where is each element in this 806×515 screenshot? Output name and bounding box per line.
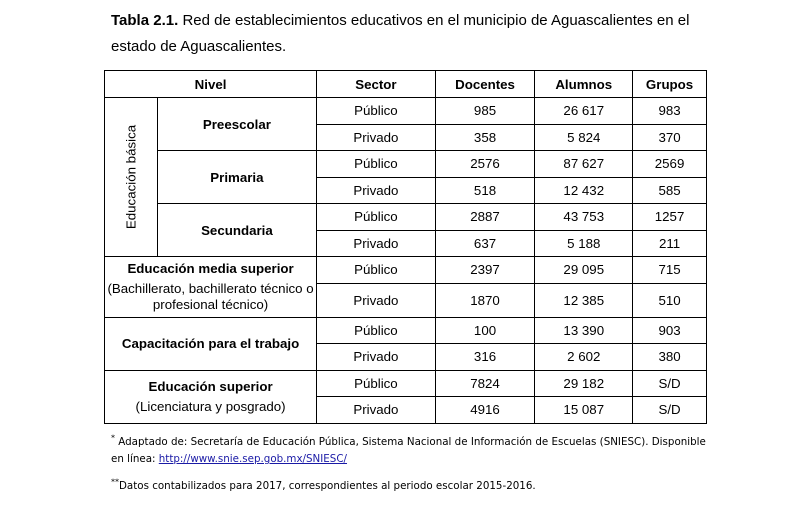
docentes-cell: 985	[435, 98, 535, 125]
media-superior-label	[105, 257, 317, 318]
table-row	[105, 257, 707, 284]
footnote-1	[111, 434, 711, 468]
grupos-cell: 983	[633, 98, 707, 125]
grupos-cell: 510	[633, 283, 707, 317]
sector-cell: Privado	[317, 124, 436, 151]
footnote-1-mark: *	[111, 433, 115, 443]
grupos-cell: 715	[633, 257, 707, 284]
docentes-cell: 2397	[435, 257, 535, 284]
docentes-cell: 316	[435, 344, 535, 371]
sector-cell: Público	[317, 257, 436, 284]
docentes-cell: 2576	[435, 151, 535, 178]
grupos-cell: 585	[633, 177, 707, 204]
table-row	[105, 98, 707, 125]
table-row	[105, 204, 707, 231]
grupos-cell: 903	[633, 317, 707, 344]
basica-label: Educación básica	[123, 124, 139, 230]
footnote-2-mark: **	[111, 477, 119, 487]
superior-title: Educación superior	[148, 378, 273, 394]
grupos-cell: 370	[633, 124, 707, 151]
header-nivel: Nivel	[105, 71, 317, 98]
media-superior-sub: (Bachillerato, bachillerato técnico o profesional técnico)	[107, 280, 314, 312]
grupos-cell: S/D	[633, 397, 707, 424]
primaria-label: Primaria	[157, 151, 316, 204]
caption-label: Tabla 2.1.	[111, 12, 179, 29]
basica-label-cell	[105, 98, 158, 257]
sector-cell: Público	[317, 370, 436, 397]
alumnos-cell: 12 385	[535, 283, 633, 317]
superior-label	[105, 370, 317, 423]
header-alumnos: Alumnos	[535, 71, 633, 98]
footnote-2	[111, 478, 711, 495]
header-row	[105, 71, 707, 98]
sector-cell: Privado	[317, 283, 436, 317]
alumnos-cell: 13 390	[535, 317, 633, 344]
preescolar-label: Preescolar	[157, 98, 316, 151]
sector-cell: Público	[317, 317, 436, 344]
footnote-2-text: Datos contabilizados para 2017, correspondientes al periodo escolar 2015-2016.	[119, 480, 536, 492]
alumnos-cell: 12 432	[535, 177, 633, 204]
alumnos-cell: 29 095	[535, 257, 633, 284]
sector-cell: Privado	[317, 177, 436, 204]
sector-cell: Público	[317, 204, 436, 231]
header-sector: Sector	[317, 71, 436, 98]
alumnos-cell: 5 188	[535, 230, 633, 257]
sector-cell: Público	[317, 151, 436, 178]
grupos-cell: 1257	[633, 204, 707, 231]
alumnos-cell: 43 753	[535, 204, 633, 231]
table-row	[105, 151, 707, 178]
footnote-1-text: Adaptado de: Secretaría de Educación Pública, Sistema Nacional de Información de Escuelas (SNIESC). Disponible en línea:	[111, 436, 706, 465]
header-grupos: Grupos	[633, 71, 707, 98]
alumnos-cell: 2 602	[535, 344, 633, 371]
alumnos-cell: 15 087	[535, 397, 633, 424]
header-docentes: Docentes	[435, 71, 535, 98]
docentes-cell: 4916	[435, 397, 535, 424]
docentes-cell: 518	[435, 177, 535, 204]
grupos-cell: 380	[633, 344, 707, 371]
docentes-cell: 1870	[435, 283, 535, 317]
alumnos-cell: 87 627	[535, 151, 633, 178]
table-row	[105, 370, 707, 397]
grupos-cell: 211	[633, 230, 707, 257]
sector-cell: Privado	[317, 344, 436, 371]
grupos-cell: 2569	[633, 151, 707, 178]
superior-sub: (Licenciatura y posgrado)	[135, 398, 286, 414]
sector-cell: Público	[317, 98, 436, 125]
grupos-cell: S/D	[633, 370, 707, 397]
data-table	[104, 70, 707, 424]
docentes-cell: 637	[435, 230, 535, 257]
sector-cell: Privado	[317, 230, 436, 257]
docentes-cell: 2887	[435, 204, 535, 231]
alumnos-cell: 26 617	[535, 98, 633, 125]
secundaria-label: Secundaria	[157, 204, 316, 257]
alumnos-cell: 5 824	[535, 124, 633, 151]
table-row	[105, 317, 707, 344]
capacitacion-label: Capacitación para el trabajo	[105, 317, 317, 370]
footnotes	[111, 434, 711, 495]
docentes-cell: 7824	[435, 370, 535, 397]
footnote-1-link[interactable]: http://www.snie.sep.gob.mx/SNIESC/	[158, 453, 348, 465]
docentes-cell: 358	[435, 124, 535, 151]
media-superior-title: Educación media superior	[127, 260, 294, 276]
caption-text: Red de establecimientos educativos en el municipio de Aguascalientes en el estado de Aguascalientes.	[111, 12, 690, 55]
docentes-cell: 100	[435, 317, 535, 344]
sector-cell: Privado	[317, 397, 436, 424]
alumnos-cell: 29 182	[535, 370, 633, 397]
table-caption	[111, 8, 711, 60]
